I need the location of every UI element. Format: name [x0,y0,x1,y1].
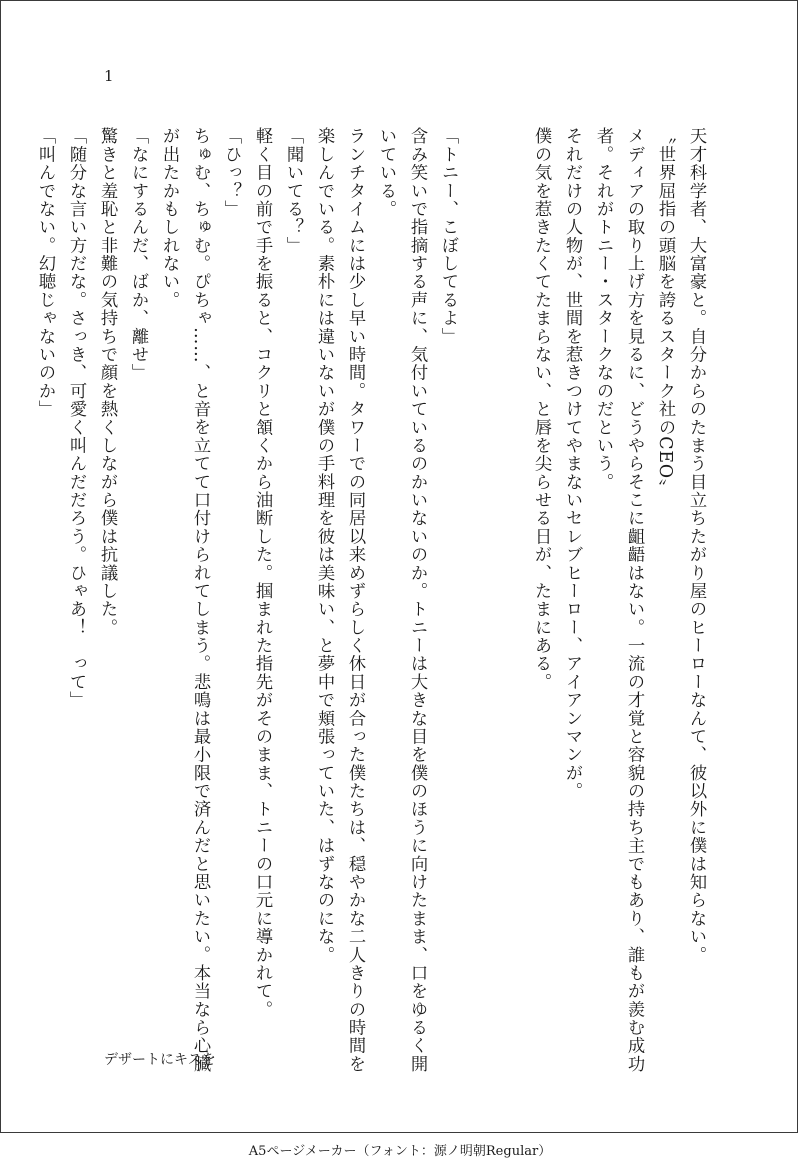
footer-caption: A5ページメーカー（フォント：源ノ明朝Regular） [248,1144,552,1159]
text-line: 「トニー、こぼしてるよ」 [438,127,458,346]
text-line: 「なにするんだ、ばか、離せ」 [128,127,148,382]
text-line: それだけの人物が、世間を惹きつけてやまないセレブヒーロー、アイアンマンが。 [562,127,582,801]
text-line: メディアの取り上げ方を見るに、どうやらそこに齟齬はない。一流の才覚と容貌の持ち主でもあり、誰もが羨む成功 [624,127,644,1073]
text-line: 驚きと羞恥と非難の気持ちで顔を熱くしながら僕は抗議した。 [97,127,117,637]
text-line: が出たかもしれない。 [159,127,179,309]
blank-line [494,127,525,1041]
text-line: ちゅむ、ちゅむ。ぴちゃ……、と音を立てて口付けられてしまう。悲鳴は最小限で済んだと思いたい。本当なら心臓 [190,127,210,1073]
text-line: 「ひっ？」 [221,127,241,218]
text-line: 「聞いてる？」 [283,127,303,255]
page-number: 1 [104,67,114,85]
text-line: 者。それがトニー・スタークなのだという。 [593,127,613,491]
text-line: 含み笑いで指摘する声に、気付いているのかいないのか。トニーは大きな目を僕のほうに向けたまま、口をゆるく開 [407,127,427,1073]
text-line: いている。 [376,127,396,218]
text-line: 天才科学者、大富豪と。自分からのたまう目立ちたがり屋のヒーローなんて、彼以外に僕は知らない。 [686,127,706,964]
blank-line [463,127,494,1041]
text-line: 軽く目の前で手を振ると、コクリと頷くから油断した。掴まれた指先がそのまま、トニーの口元に導かれて。 [252,127,272,1019]
text-line: 「随分な言い方だな。さっき、可愛く叫んだだろう。ひゃあ！ って」 [66,127,86,710]
text-line: 〝世界屈指の頭脳を誇るスターク社のCEO〟 [655,127,675,498]
running-title: デザートにキスを [104,1052,216,1068]
text-line: ランチタイムには少し早い時間。タワーでの同居以来めずらしく休日が合った僕たちは、穏やかな二人きりの時間を [345,127,365,1073]
text-line: 楽しんでいる。素朴には違いないが僕の手料理を彼は美味い、と夢中で頬張っていた、はずなのにな。 [314,127,334,964]
text-line: 僕の気を惹きたくてたまらない、と唇を尖らせる日が、たまにある。 [531,127,551,691]
text-line: 「叫んでない。幻聴じゃないのか」 [35,127,55,419]
